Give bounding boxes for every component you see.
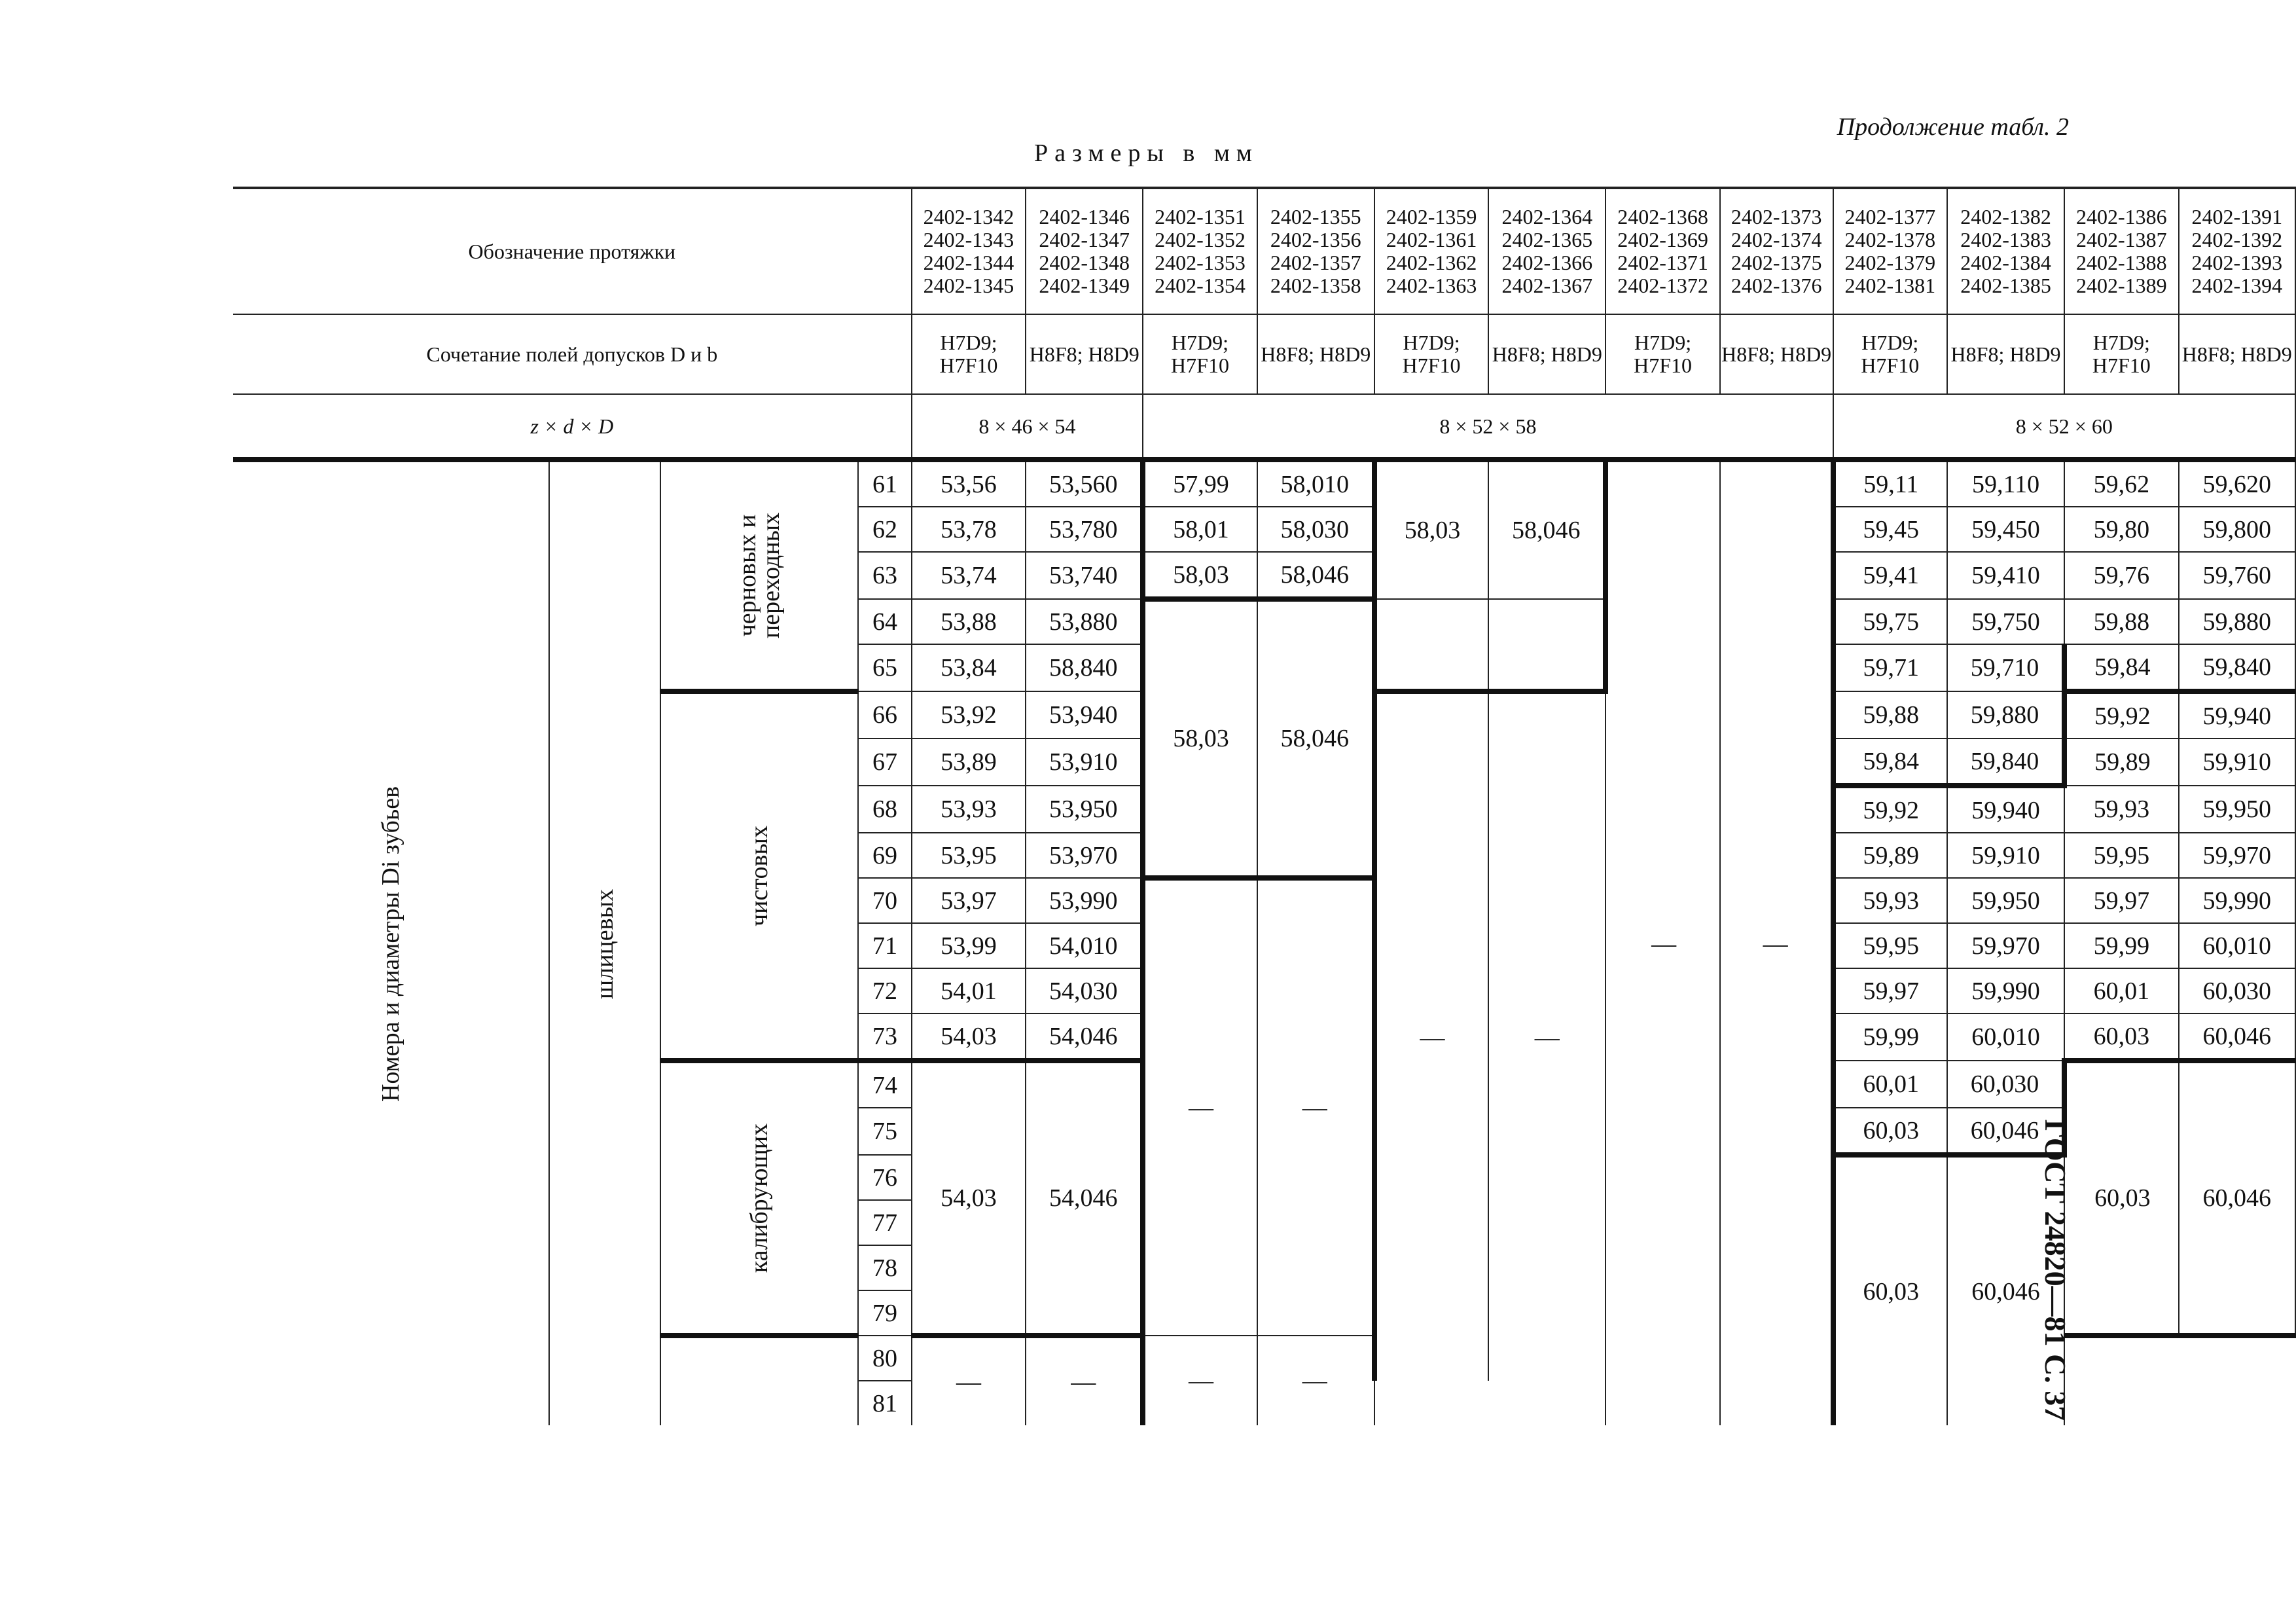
row-number: 71 [858, 923, 911, 968]
empty-cell [1374, 599, 1488, 691]
tolerance-cell: H7D9; H7F10 [1374, 314, 1488, 394]
value-cell: 59,800 [2179, 507, 2295, 552]
value-cell: 59,95 [2064, 833, 2178, 878]
designation-cell: 2402-1351 2402-1352 2402-1353 2402-1354 [1143, 188, 1257, 314]
value-cell: 60,046 [1947, 1108, 2064, 1155]
row-number: 79 [858, 1290, 911, 1336]
row-number: 67 [858, 739, 911, 786]
group-calibrating: калибрующих [660, 1061, 858, 1336]
value-cell: 59,45 [1833, 507, 1947, 552]
designation-cell: 2402-1346 2402-1347 2402-1348 2402-1349 [1026, 188, 1143, 314]
tolerance-cell: H8F8; H8D9 [2179, 314, 2295, 394]
row-number: 74 [858, 1061, 911, 1108]
value-cell: 59,84 [1833, 739, 1947, 786]
value-cell: 59,84 [2064, 644, 2178, 691]
row-number: 64 [858, 599, 911, 644]
value-cell: 53,84 [912, 644, 1026, 691]
value-cell: 59,110 [1947, 460, 2064, 507]
value-cell: 60,046 [2179, 1061, 2295, 1336]
row-number: 81 [858, 1381, 911, 1425]
dash-cell: — [1143, 1336, 1257, 1425]
value-cell: 53,93 [912, 786, 1026, 833]
value-cell: 59,76 [2064, 552, 2178, 599]
continuation-label: Продолжение табл. 2 [1837, 113, 2069, 141]
value-cell: 58,046 [1257, 599, 1374, 878]
value-cell: 59,840 [2179, 644, 2295, 691]
tolerance-cell: H7D9; H7F10 [912, 314, 1026, 394]
units-label: Размеры в мм [1034, 139, 1259, 167]
value-cell: 59,970 [1947, 923, 2064, 968]
value-cell: 53,970 [1026, 833, 1143, 878]
row-number: 63 [858, 552, 911, 599]
value-cell: 60,01 [1833, 1061, 1947, 1108]
value-cell: 53,99 [912, 923, 1026, 968]
value-cell: 59,970 [2179, 833, 2295, 878]
tooth-header-spline: шлицевых [549, 460, 660, 1425]
value-cell: 59,940 [2179, 691, 2295, 739]
value-cell: 57,99 [1143, 460, 1257, 507]
group-rough: черновых и переходных [660, 460, 858, 691]
value-cell: 59,620 [2179, 460, 2295, 507]
value-cell: 59,950 [2179, 786, 2295, 833]
dash-cell: — [1488, 691, 1605, 1381]
value-cell: 59,93 [1833, 878, 1947, 923]
value-cell: 59,990 [2179, 878, 2295, 923]
value-cell: 54,03 [912, 1061, 1026, 1336]
value-cell: 59,99 [2064, 923, 2178, 968]
value-cell: 58,030 [1257, 507, 1374, 552]
value-cell: 59,990 [1947, 968, 2064, 1013]
value-cell: 60,046 [1947, 1155, 2064, 1425]
value-cell: 53,78 [912, 507, 1026, 552]
value-cell: 59,75 [1833, 599, 1947, 644]
value-cell: 58,01 [1143, 507, 1257, 552]
value-cell: 53,910 [1026, 739, 1143, 786]
size-cell: 8 × 52 × 60 [1833, 394, 2295, 460]
value-cell: 53,88 [912, 599, 1026, 644]
value-cell: 53,89 [912, 739, 1026, 786]
tolerance-cell: H7D9; H7F10 [1833, 314, 1947, 394]
value-cell: 59,92 [1833, 786, 1947, 833]
value-cell: 59,910 [1947, 833, 2064, 878]
value-cell: 53,950 [1026, 786, 1143, 833]
value-cell: 59,11 [1833, 460, 1947, 507]
empty-cell [1488, 599, 1605, 691]
value-cell: 58,046 [1257, 552, 1374, 599]
value-cell: 53,97 [912, 878, 1026, 923]
value-cell: 60,03 [2064, 1061, 2178, 1336]
value-cell: 60,03 [2064, 1013, 2178, 1061]
dash-cell: — [1605, 460, 1719, 1425]
row-number: 72 [858, 968, 911, 1013]
value-cell: 59,97 [2064, 878, 2178, 923]
value-cell: 59,750 [1947, 599, 2064, 644]
value-cell: 53,560 [1026, 460, 1143, 507]
value-cell: 60,030 [1947, 1061, 2064, 1108]
dash-cell: — [1257, 1336, 1374, 1425]
tooth-header-main: Номера и диаметры Di зубьев [233, 460, 549, 1425]
value-cell: 53,990 [1026, 878, 1143, 923]
value-cell: 54,03 [912, 1013, 1026, 1061]
dash-cell: — [1143, 878, 1257, 1336]
tolerance-header: Сочетание полей допусков D и b [233, 314, 912, 394]
designation-cell: 2402-1355 2402-1356 2402-1357 2402-1358 [1257, 188, 1374, 314]
designation-cell: 2402-1359 2402-1361 2402-1362 2402-1363 [1374, 188, 1488, 314]
tolerance-cell: H7D9; H7F10 [2064, 314, 2178, 394]
tolerance-cell: H8F8; H8D9 [1257, 314, 1374, 394]
value-cell: 60,03 [1833, 1108, 1947, 1155]
value-cell: 58,046 [1488, 460, 1605, 599]
value-cell: 59,71 [1833, 644, 1947, 691]
row-number: 70 [858, 878, 911, 923]
row-number: 76 [858, 1155, 911, 1200]
value-cell: 59,93 [2064, 786, 2178, 833]
designation-cell: 2402-1342 2402-1343 2402-1344 2402-1345 [912, 188, 1026, 314]
group-finish: чистовых [660, 691, 858, 1061]
size-cell: 8 × 46 × 54 [912, 394, 1143, 460]
value-cell: 59,950 [1947, 878, 2064, 923]
value-cell: 59,97 [1833, 968, 1947, 1013]
value-cell: 59,880 [2179, 599, 2295, 644]
group-empty [660, 1336, 858, 1425]
value-cell: 54,01 [912, 968, 1026, 1013]
row-number: 80 [858, 1336, 911, 1381]
row-number: 69 [858, 833, 911, 878]
dash-cell: — [1026, 1336, 1143, 1425]
value-cell: 58,840 [1026, 644, 1143, 691]
value-cell: 59,880 [1947, 691, 2064, 739]
value-cell: 59,940 [1947, 786, 2064, 833]
value-cell: 59,80 [2064, 507, 2178, 552]
value-cell: 60,010 [1947, 1013, 2064, 1061]
size-header: z × d × D [233, 394, 912, 460]
row-number: 66 [858, 691, 911, 739]
designation-cell: 2402-1364 2402-1365 2402-1366 2402-1367 [1488, 188, 1605, 314]
row-number: 62 [858, 507, 911, 552]
row-number: 65 [858, 644, 911, 691]
value-cell: 60,010 [2179, 923, 2295, 968]
designation-header: Обозначение протяжки [233, 188, 912, 314]
designation-cell: 2402-1373 2402-1374 2402-1375 2402-1376 [1720, 188, 1833, 314]
row-number: 75 [858, 1108, 911, 1155]
value-cell: 54,010 [1026, 923, 1143, 968]
value-cell: 59,99 [1833, 1013, 1947, 1061]
tolerance-cell: H8F8; H8D9 [1026, 314, 1143, 394]
value-cell: 59,88 [2064, 599, 2178, 644]
tolerance-cell: H7D9; H7F10 [1143, 314, 1257, 394]
tolerance-cell: H8F8; H8D9 [1720, 314, 1833, 394]
value-cell: 53,56 [912, 460, 1026, 507]
value-cell: 59,710 [1947, 644, 2064, 691]
value-cell: 58,03 [1374, 460, 1488, 599]
value-cell: 59,410 [1947, 552, 2064, 599]
value-cell: 54,030 [1026, 968, 1143, 1013]
dash-cell: — [1257, 878, 1374, 1336]
value-cell: 53,92 [912, 691, 1026, 739]
value-cell: 58,03 [1143, 599, 1257, 878]
designation-cell: 2402-1382 2402-1383 2402-1384 2402-1385 [1947, 188, 2064, 314]
value-cell: 60,03 [1833, 1155, 1947, 1425]
designation-cell: 2402-1391 2402-1392 2402-1393 2402-1394 [2179, 188, 2295, 314]
tolerance-cell: H7D9; H7F10 [1605, 314, 1719, 394]
value-cell: 54,046 [1026, 1061, 1143, 1336]
value-cell: 60,046 [2179, 1013, 2295, 1061]
value-cell: 58,03 [1143, 552, 1257, 599]
value-cell: 59,450 [1947, 507, 2064, 552]
designation-cell: 2402-1368 2402-1369 2402-1371 2402-1372 [1605, 188, 1719, 314]
tolerance-cell: H8F8; H8D9 [1488, 314, 1605, 394]
value-cell: 53,74 [912, 552, 1026, 599]
value-cell: 60,01 [2064, 968, 2178, 1013]
dash-cell: — [1374, 691, 1488, 1381]
value-cell: 54,046 [1026, 1013, 1143, 1061]
size-cell: 8 × 52 × 58 [1143, 394, 1833, 460]
dash-cell: — [1720, 460, 1833, 1425]
value-cell: 59,92 [2064, 691, 2178, 739]
value-cell: 59,760 [2179, 552, 2295, 599]
value-cell: 53,95 [912, 833, 1026, 878]
designation-cell: 2402-1386 2402-1387 2402-1388 2402-1389 [2064, 188, 2178, 314]
value-cell: 59,88 [1833, 691, 1947, 739]
value-cell: 59,41 [1833, 552, 1947, 599]
value-cell: 59,95 [1833, 923, 1947, 968]
value-cell: 59,910 [2179, 739, 2295, 786]
value-cell: 53,880 [1026, 599, 1143, 644]
value-cell: 53,780 [1026, 507, 1143, 552]
row-number: 78 [858, 1245, 911, 1290]
value-cell: 60,030 [2179, 968, 2295, 1013]
designation-cell: 2402-1377 2402-1378 2402-1379 2402-1381 [1833, 188, 1947, 314]
value-cell: 59,89 [1833, 833, 1947, 878]
value-cell: 58,010 [1257, 460, 1374, 507]
row-number: 68 [858, 786, 911, 833]
spec-table [233, 187, 2296, 1425]
value-cell: 53,940 [1026, 691, 1143, 739]
standard-page-label: ГОСТ 24820—81 С. 37 [2039, 1119, 2072, 1421]
row-number: 61 [858, 460, 911, 507]
value-cell: 59,840 [1947, 739, 2064, 786]
row-number: 77 [858, 1200, 911, 1245]
value-cell: 53,740 [1026, 552, 1143, 599]
value-cell: 59,89 [2064, 739, 2178, 786]
tolerance-cell: H8F8; H8D9 [1947, 314, 2064, 394]
value-cell: 59,62 [2064, 460, 2178, 507]
dash-cell: — [912, 1336, 1026, 1425]
row-number: 73 [858, 1013, 911, 1061]
